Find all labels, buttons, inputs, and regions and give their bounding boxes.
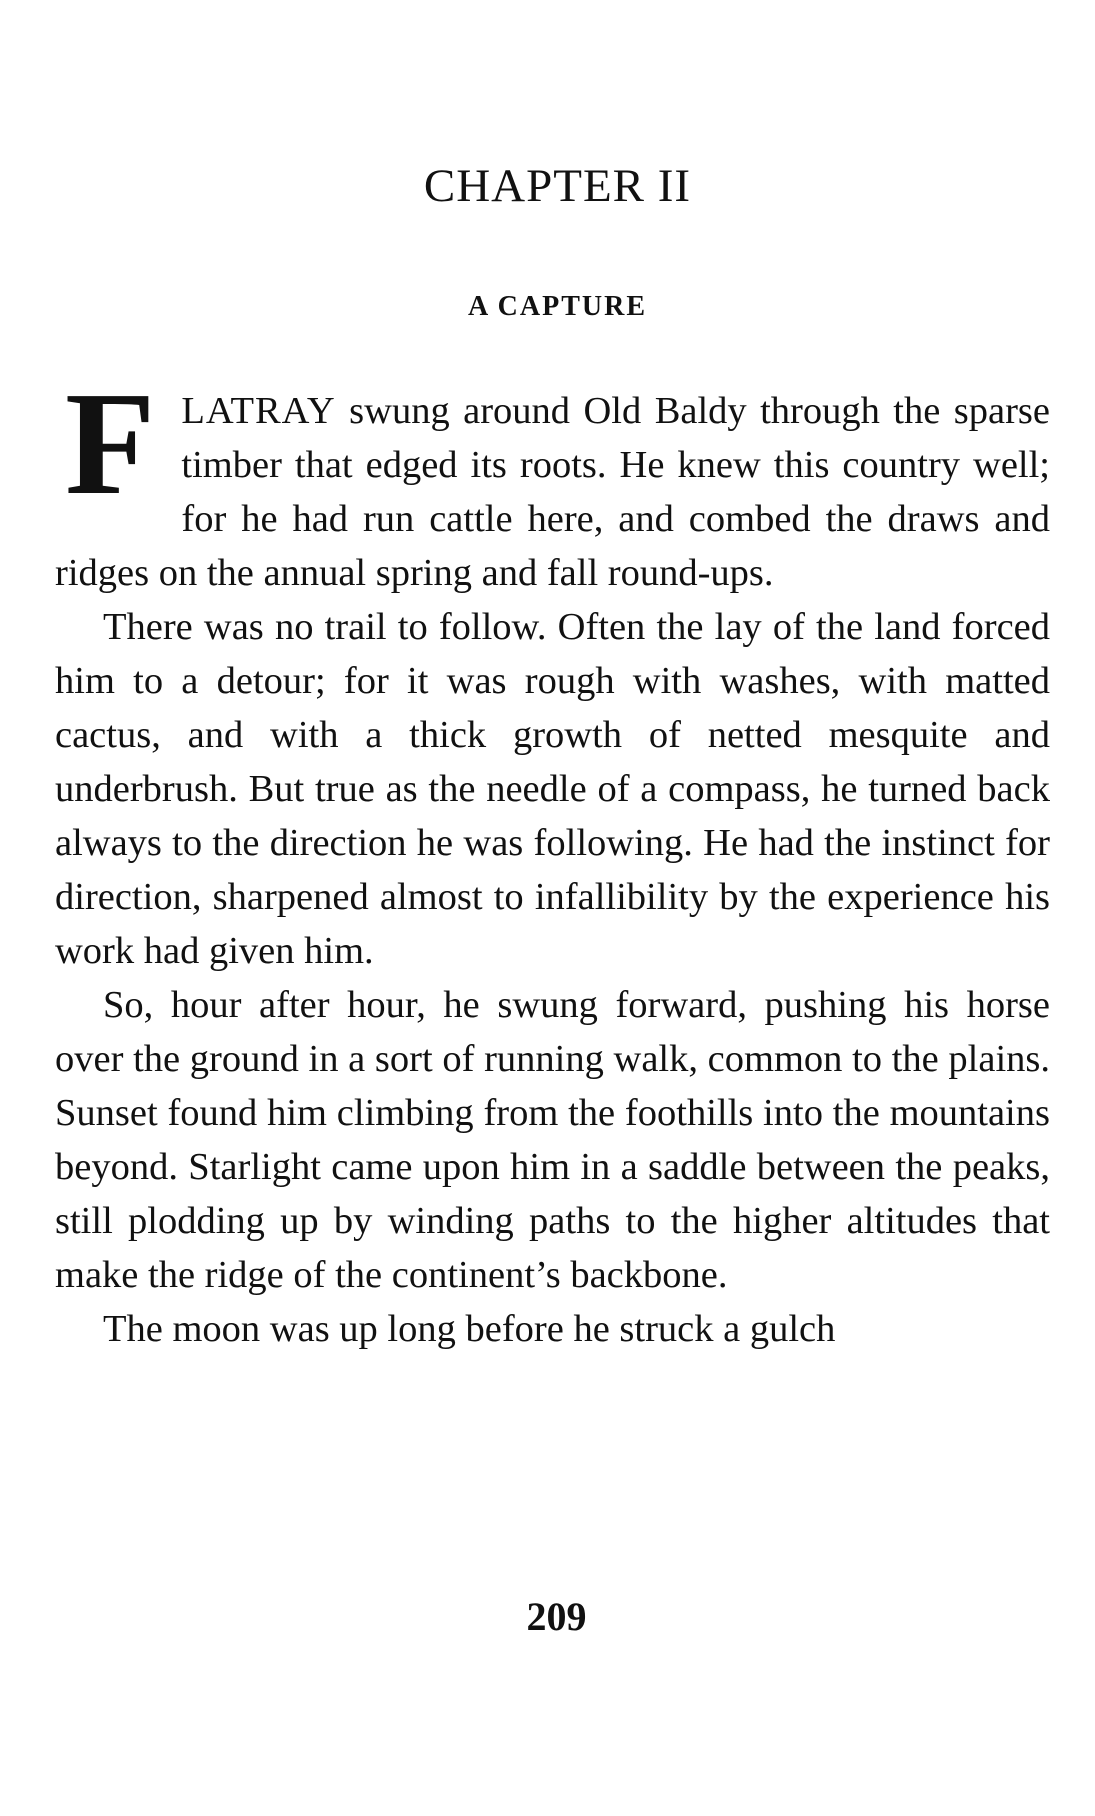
drop-cap: F bbox=[65, 362, 156, 526]
paragraph-1 bbox=[55, 362, 1050, 600]
body-text bbox=[55, 362, 1050, 1356]
paragraph-3: So, hour after hour, he swung forward, pushing his horse over the ground in a sort of running walk, common to the plains. Sunset found him climbing from the foothills into the mountains beyond. Starlight came upon him in a saddle between the peaks, still plodding up by winding paths to the higher altitudes that make the ridge of the continent’s backbone. bbox=[55, 984, 1050, 1296]
chapter-subtitle: A CAPTURE bbox=[467, 291, 647, 322]
paragraph-4: The moon was up long before he struck a gulch bbox=[103, 1308, 836, 1350]
chapter-title: CHAPTER II bbox=[423, 160, 692, 212]
paragraph-1-lead: LATRAY bbox=[181, 390, 336, 432]
paragraph-1-text: swung around Old Baldy through the sparse timber that edged its roots. He knew this country well; for he had run cattle here, and combed the draws and ridges on the annual spring and fall round-ups. bbox=[55, 390, 1050, 594]
page-number: 209 bbox=[526, 1594, 587, 1639]
paragraph-2: There was no trail to follow. Often the lay of the land forced him to a detour; for it was rough with washes, with matted cactus, and with a thick growth of netted mesquite and underbrush. But true as the needle of a compass, he turned back always to the direction he was following. He had the instinct for direction, sharpened almost to infallibility by the experience his work had given him. bbox=[55, 606, 1050, 972]
